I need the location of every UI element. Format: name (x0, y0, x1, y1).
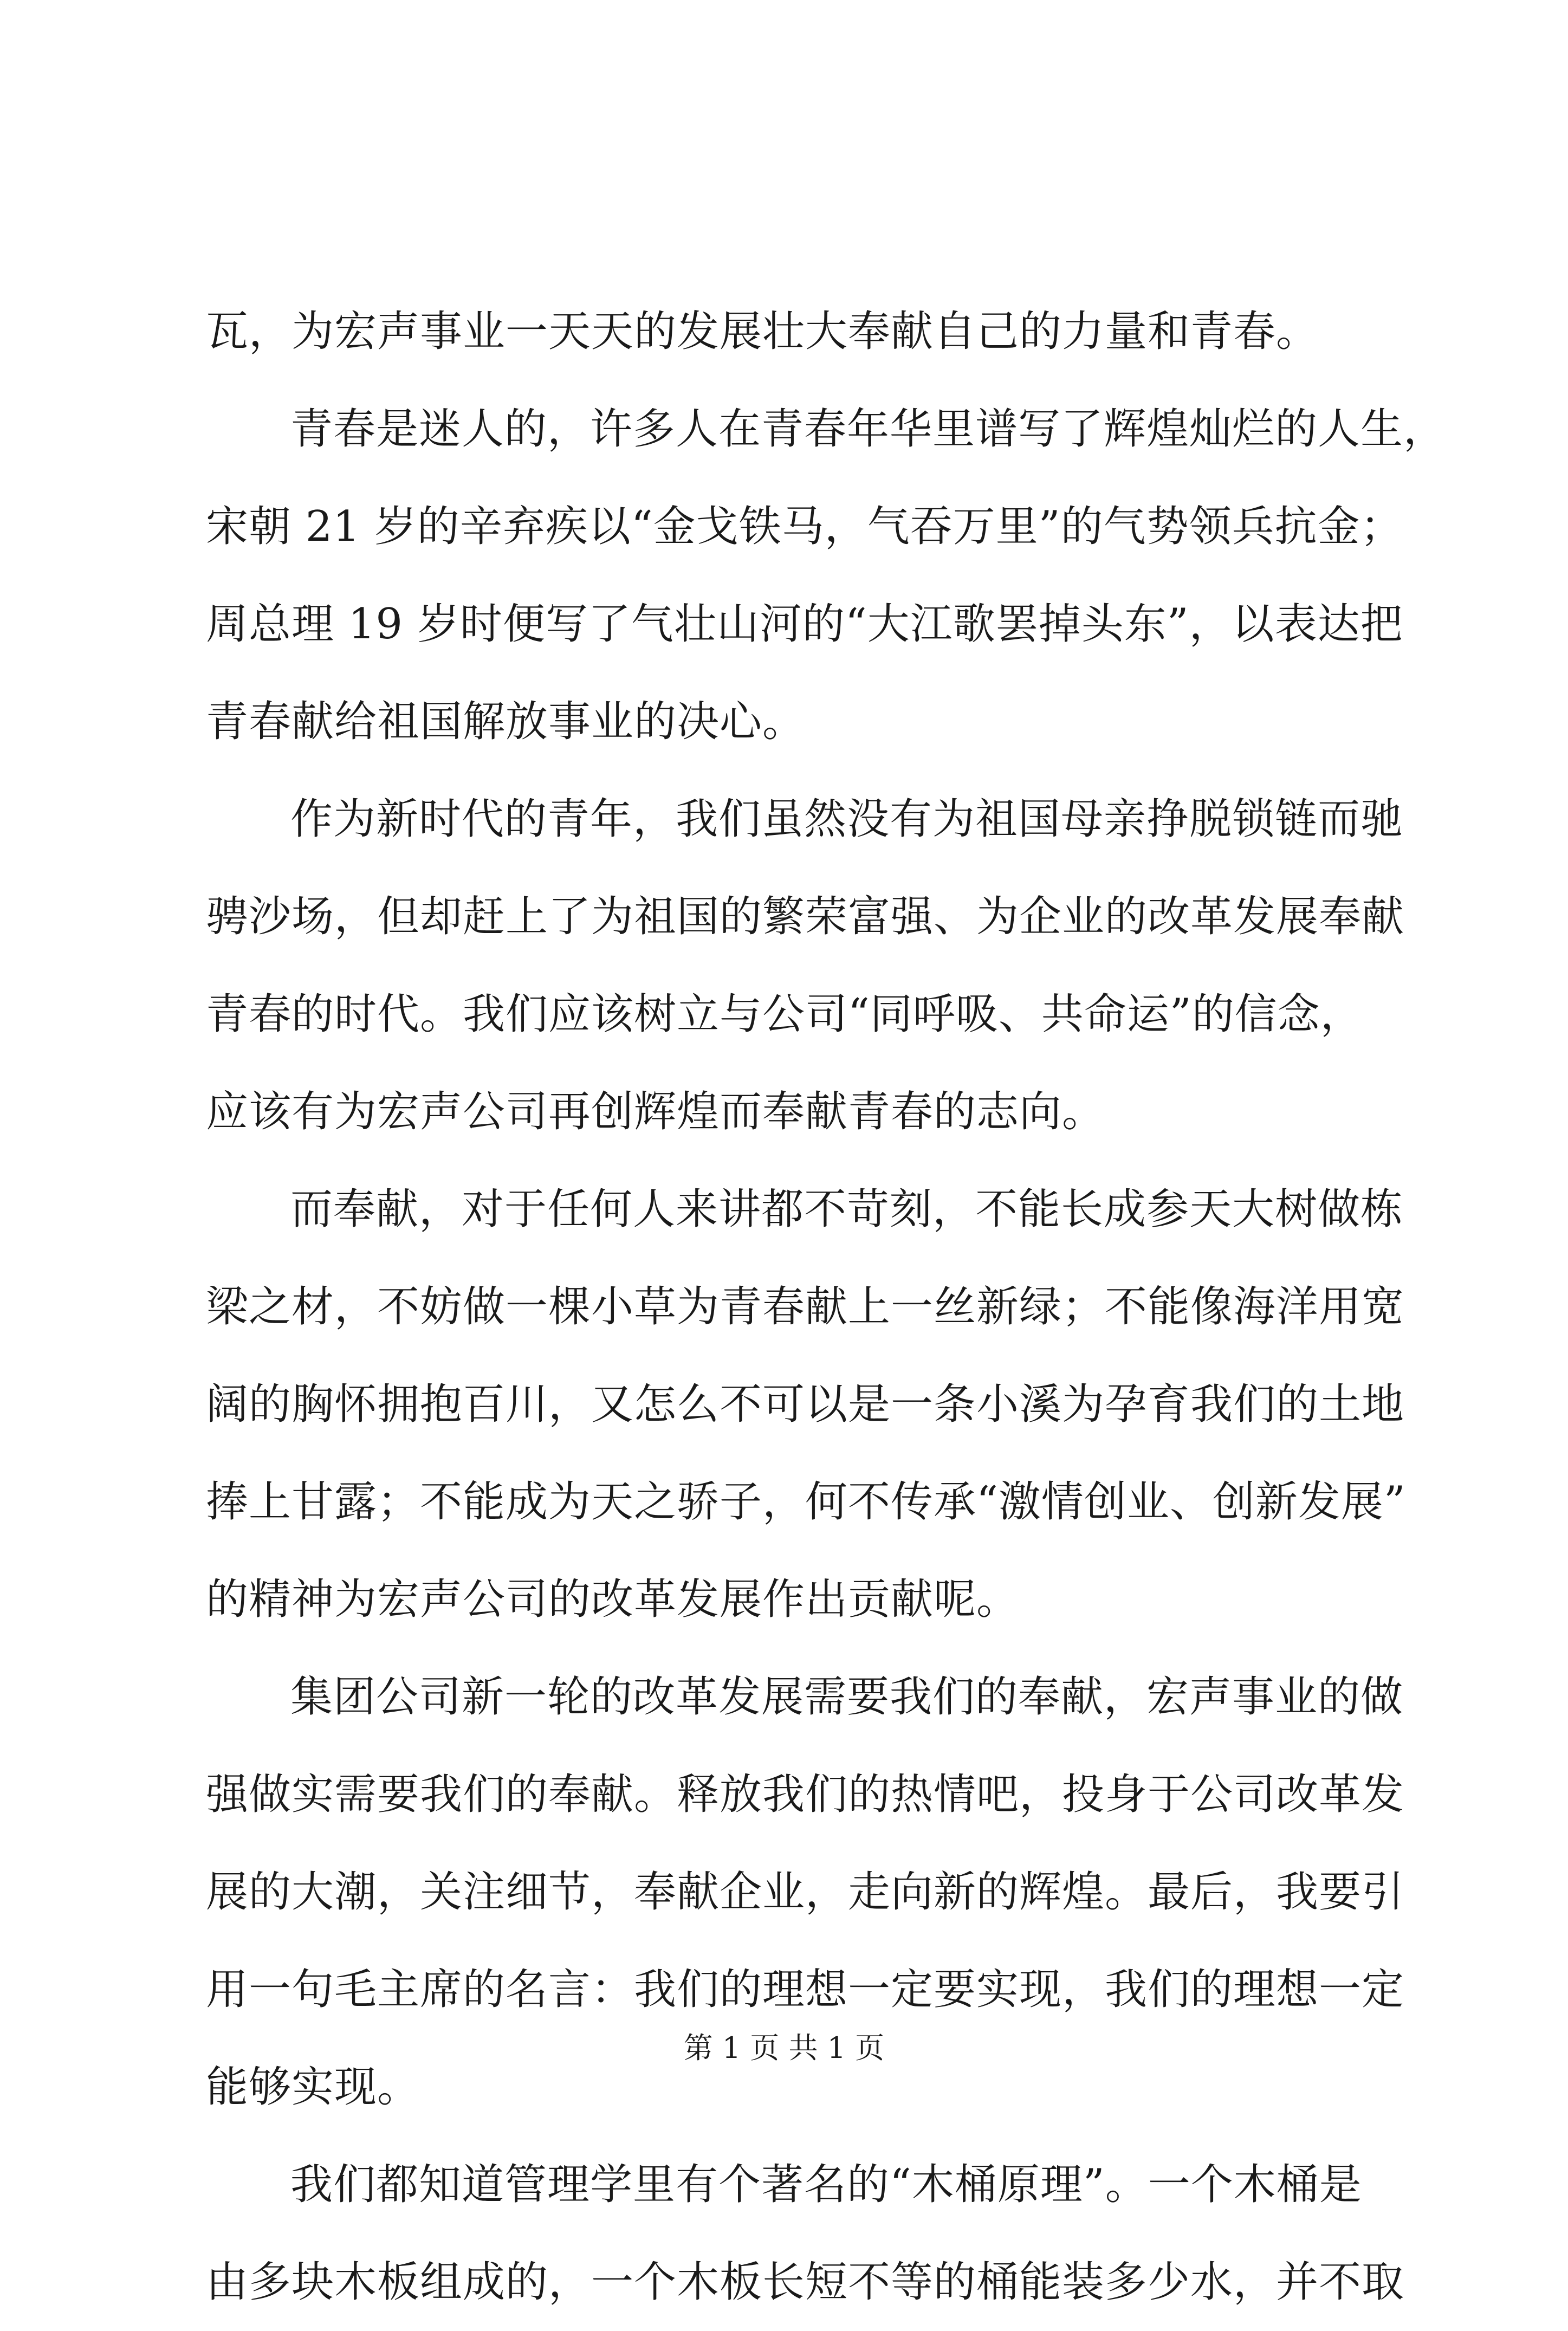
text-line: 能够实现。 (206, 2063, 420, 2112)
text-line: 的精神为宏声公司的改革发展作出贡献呢。 (206, 1575, 1020, 1624)
text-line: 青春的时代。我们应该树立与公司“同呼吸、共命运”的信念， (206, 990, 1363, 1039)
page-number-label: 第 1 页 共 1 页 (683, 2031, 885, 2065)
paragraph-start-line: 而奉献，对于任何人来讲都不苛刻，不能长成参天大树做栋 (290, 1185, 1404, 1234)
text-line: 阔的胸怀拥抱百川，又怎么不可以是一条小溪为孕育我们的土地 (206, 1380, 1405, 1429)
paragraph-start-line: 集团公司新一轮的改革发展需要我们的奉献，宏声事业的做 (290, 1673, 1404, 1721)
paragraph-start-line: 作为新时代的青年，我们虽然没有为祖国母亲挣脱锁链而驰 (290, 795, 1404, 844)
text-line: 应该有为宏声公司再创辉煌而奉献青春的志向。 (206, 1087, 1105, 1136)
paragraph-start-line: 青春是迷人的，许多人在青春年华里谱写了辉煌灿烂的人生， (290, 405, 1447, 454)
text-line: 宋朝 21 岁的辛弃疾以“金戈铁马，气吞万里”的气势领兵抗金； (206, 502, 1403, 551)
text-line: 由多块木板组成的，一个木板长短不等的桶能装多少水，并不取 (206, 2258, 1405, 2307)
text-line: 捧上甘露；不能成为天之骄子，何不传承“激情创业、创新发展” (206, 1478, 1406, 1526)
text-line: 强做实需要我们的奉献。释放我们的热情吧，投身于公司改革发 (206, 1770, 1405, 1819)
text-line: 骋沙场，但却赶上了为祖国的繁荣富强、为企业的改革发展奉献 (206, 892, 1405, 941)
text-line: 青春献给祖国解放事业的决心。 (206, 697, 806, 746)
text-line: 梁之材，不妨做一棵小草为青春献上一丝新绿；不能像海洋用宽 (206, 1283, 1405, 1331)
text-line: 周总理 19 岁时便写了气壮山河的“大江歌罢掉头东”，以表达把 (206, 600, 1403, 649)
text-line: 用一句毛主席的名言：我们的理想一定要实现，我们的理想一定 (206, 1965, 1405, 2014)
document-body (206, 283, 1447, 2331)
page-footer (0, 2029, 1568, 2067)
text-line: 展的大潮，关注细节，奉献企业，走向新的辉煌。最后，我要引 (206, 1868, 1405, 1916)
paragraph-start-line: 我们都知道管理学里有个著名的“木桶原理”。一个木桶是 (290, 2160, 1362, 2209)
text-line: 瓦，为宏声事业一天天的发展壮大奉献自己的力量和青春。 (206, 307, 1319, 356)
